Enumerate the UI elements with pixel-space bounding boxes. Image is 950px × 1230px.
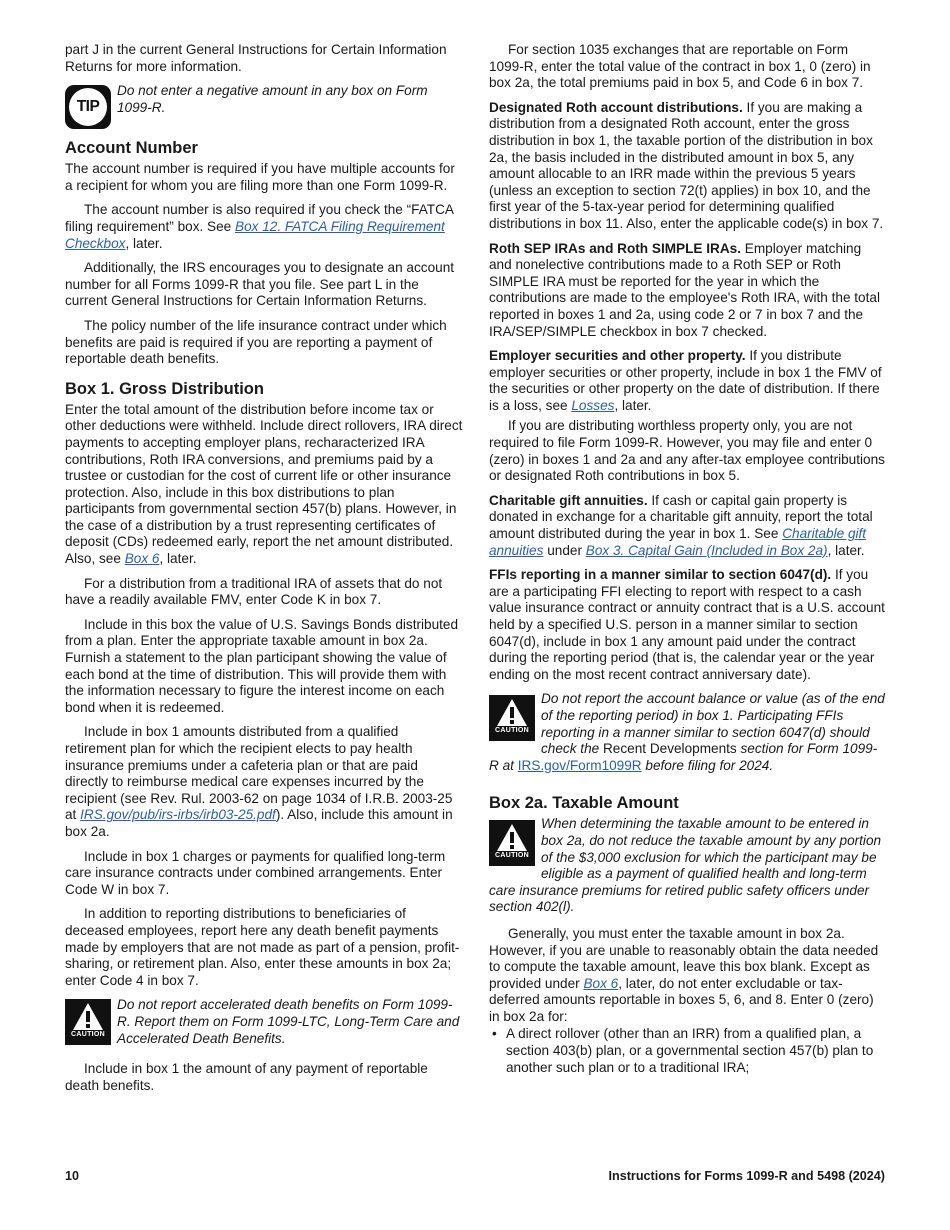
caution-note-2 xyxy=(489,691,886,774)
caution-2-tail: before filing for 2024. xyxy=(641,757,774,773)
account-paragraph-2 xyxy=(65,202,463,252)
footer-title: Instructions for Forms 1099-R and 5498 (2024) xyxy=(608,1169,885,1183)
account-paragraph-3: Additionally, the IRS encourages you to designate an account number for all Forms 1099-R that you file. See part L in the current General Instructions for Certain Information Returns. xyxy=(65,260,455,309)
charitable-gift-text: If cash or capital gain property is donated in exchange for a charitable gift annuity, report the total amount distributed during the year in box 1. See xyxy=(489,492,873,542)
box1-p1-tail: , later. xyxy=(159,551,197,567)
caution-icon xyxy=(489,820,535,866)
caution-text-2 xyxy=(489,691,886,774)
worthless-property-paragraph: If you are distributing worthless property only, you are not required to file Form 1099-R. However, you may file and enter 0 (zero) in boxes 1 and 2a and any after-tax employee contributions or designated Roth contributions in box 5. xyxy=(489,418,885,484)
bullet-text: A direct rollover (other than an IRR) from a qualified plan, a section 403(b) plan, or a governmental section 457(b) plan to another such plan or to a traditional IRA; xyxy=(506,1026,874,1075)
box1-paragraph-7: Include in box 1 the amount of any payment of reportable death benefits. xyxy=(65,1061,428,1093)
tip-icon xyxy=(65,85,111,129)
caution-icon xyxy=(489,695,535,741)
box1-p4-tail: ). Also, include this amount in box 2a. xyxy=(65,807,453,839)
box1-p4-text: Include in box 1 amounts distributed from a qualified retirement plan for which the recipient elects to pay health insurance premiums under a cafeteria plan or that are paid directly to reimburse medical care expenses incurred by the recipient (see Rev. Rul. 2003-62 on page 1034 of I.R.B. 2003-25 at xyxy=(65,724,453,823)
link-box12-fatca[interactable]: Box 12. FATCA Filing Requirement Checkbox xyxy=(65,218,445,251)
charitable-gift-paragraph xyxy=(489,493,886,559)
ffi-heading: FFIs reporting in a manner similar to section 6047(d). xyxy=(489,567,832,583)
account-p2-tail: , later. xyxy=(125,235,163,251)
box1-paragraph-4 xyxy=(65,724,463,840)
link-box3-capital-gain[interactable]: Box 3. Capital Gain (Included in Box 2a) xyxy=(585,542,828,558)
caution-text-3: When determining the taxable amount to be entered in box 2a, do not reduce the taxable amount by any portion of the $3,000 exclusion for which the participant may be eligible as a payment of qualified health and long-term care insurance premiums for retired public safety officers under section 402(l). xyxy=(489,816,882,915)
link-irb03-25[interactable]: IRS.gov/pub/irs-irbs/irb03-25.pdf xyxy=(80,807,276,823)
roth-sep-paragraph xyxy=(489,241,886,341)
roth-distributions-text: If you are making a distribution from a designated Roth account, enter the gross distribution in box 1, the taxable portion of the distribution in box 2a, the basis included in the distributed amount in box 5, any amount allocable to an IRR made within the previous 5 years (unless an exception to section 72(t) applies) in box 10, and the first year of the 5-tax-year period for determining qualified distributions in box 11. Also, enter the applicable code(s) in box 7. xyxy=(489,99,884,231)
caution-icon xyxy=(65,999,111,1045)
section-1035-paragraph: For section 1035 exchanges that are reportable on Form 1099-R, enter the total value of the contract in box 1, 0 (zero) in box 2a, the total premiums paid in box 5, and Code 6 in box 7. xyxy=(489,42,871,91)
employer-securities-text: If you distribute employer securities or other property, include in box 1 the FMV of the securities or other property on the date of distribution. If there is a loss, see xyxy=(489,348,882,413)
box1-p1-text: Enter the total amount of the distribution before income tax or other deductions were withheld. Include direct rollovers, IRA direct payments to accepting employer plans, recharacterized IRA contributions, Roth IRA conversions, and premiums paid by a trustee or custodian for the cost of current life or other insurance protection. Also, include in this box distributions to plan participants from governmental section 457(b) plans. However, in the case of a distribution by a trust representing certificates of deposit (CDs) redeemed early, report the net amount distributed. Also, see xyxy=(65,401,463,567)
page-number: 10 xyxy=(65,1169,80,1183)
roth-sep-heading: Roth SEP IRAs and Roth SIMPLE IRAs. xyxy=(489,240,742,256)
roth-distributions-paragraph xyxy=(489,100,886,233)
box2a-paragraph-1 xyxy=(489,926,886,1026)
box1-paragraph-3: Include in this box the value of U.S. Savings Bonds distributed from a plan. Enter the appropriate taxable amount in box 2a. Furnish a statement to the plan participant showing the value of each bond at the time of distribution. This will provide them with the information necessary to figure the interest income on each bond when it is redeemed. xyxy=(65,616,459,715)
box1-paragraph-1 xyxy=(65,402,463,568)
employer-securities-heading: Employer securities and other property. xyxy=(489,348,746,364)
account-p2-text: The account number is also required if you check the “FATCA filing requirement” box. See xyxy=(65,202,454,234)
ffi-paragraph xyxy=(489,567,886,683)
caution-2-mid: section for Form 1099-R at xyxy=(489,741,878,773)
heading-account-number: Account Number xyxy=(65,139,198,158)
caution-label: CAUTION xyxy=(71,1030,105,1038)
box2a-p1-tail: , later, do not enter excludable or tax-deferred amounts reportable in boxes 5, 6, and 8. Enter 0 (zero) in box 2a for: xyxy=(489,975,874,1024)
roth-sep-text: Employer matching and nonelective contributions made to a Roth SEP or Roth SIMPLE IRA must be reported for the year in which the contributions are made to the employee's Roth IRA, with the total reported in boxes 1 and 2a, using code 2 or 7 in box 7 and the IRA/SEP/SIMPLE checkbox in box 7 checked. xyxy=(489,240,880,339)
bullet-item-direct-rollover xyxy=(489,1026,886,1076)
box1-paragraph-5: Include in box 1 charges or payments for qualified long-term care insurance contracts under combined arrangements. Enter Code W in box 7. xyxy=(65,848,446,897)
recent-developments-text: Recent Developments xyxy=(602,741,737,757)
caution-2-text: Do not report the account balance or value (as of the end of the reporting period) in box 1. Participating FFIs reporting in a manner similar to section 6047(d) should check the xyxy=(541,691,885,757)
intro-paragraph: part J in the current General Instructions for Certain Information Returns for more information. xyxy=(65,42,447,74)
caution-label: CAUTION xyxy=(495,851,529,859)
employer-securities-tail: , later. xyxy=(614,397,652,413)
link-box6[interactable]: Box 6 xyxy=(124,551,160,567)
bullet-dot: • xyxy=(492,1026,497,1042)
tip-icon-label: TIP xyxy=(69,88,107,126)
box1-paragraph-2: For a distribution from a traditional IRA of assets that do not have a readily available FMV, enter Code K in box 7. xyxy=(65,575,443,608)
caution-note-1 xyxy=(65,997,463,1047)
ffi-text: If you are a participating FFI electing to report with respect to a cash value insurance contract or annuity contract that is a U.S. account held by a specified U.S. person in a manner similar to section 6047(d), include in box 1 any amount paid under the contract during the reporting period (that is, the calendar year or the year ending on the most recent contract anniversary date). xyxy=(489,567,885,682)
tip-note xyxy=(65,83,463,127)
right-column xyxy=(489,42,886,1084)
link-losses[interactable]: Losses xyxy=(571,397,615,413)
charitable-gift-mid: under xyxy=(543,542,586,558)
tip-text: Do not enter a negative amount in any box on Form 1099-R. xyxy=(117,83,428,115)
box2a-p1-text: Generally, you must enter the taxable amount in box 2a. However, if you are unable to reasonably obtain the data needed to compute the taxable amount, leave this box blank. Except as provided under xyxy=(489,925,879,991)
left-column xyxy=(65,42,463,1103)
heading-box2a: Box 2a. Taxable Amount xyxy=(489,794,679,813)
box1-paragraph-6: In addition to reporting distributions to beneficiaries of deceased employees, report here any death benefit payments made by employers that are not made as part of a pension, profit-sharing, or retirement plan. Also, enter these amounts in box 2a; enter Code 4 in box 7. xyxy=(65,906,460,988)
caution-note-3 xyxy=(489,816,886,916)
account-paragraph-4: The policy number of the life insurance contract under which benefits are paid is required if you are reporting a payment of reportable death benefits. xyxy=(65,317,447,367)
employer-securities-paragraph xyxy=(489,348,886,414)
link-charitable-gift-annuities[interactable]: Charitable gift annuities xyxy=(489,526,867,558)
heading-box1: Box 1. Gross Distribution xyxy=(65,379,264,398)
caution-text-1: Do not report accelerated death benefits on Form 1099-R. Report them on Form 1099-LTC, Long-Term Care and Accelerated Death Benefits. xyxy=(117,997,460,1046)
charitable-gift-heading: Charitable gift annuities. xyxy=(489,492,648,508)
account-paragraph-1: The account number is required if you have multiple accounts for a recipient for whom you are filing more than one Form 1099-R. xyxy=(65,161,455,193)
link-irs-form1099r[interactable]: IRS.gov/Form1099R xyxy=(517,757,642,773)
charitable-gift-tail: , later. xyxy=(827,542,865,558)
link-box6-2a[interactable]: Box 6 xyxy=(583,975,619,991)
caution-label: CAUTION xyxy=(495,726,529,734)
roth-distributions-heading: Designated Roth account distributions. xyxy=(489,99,743,115)
